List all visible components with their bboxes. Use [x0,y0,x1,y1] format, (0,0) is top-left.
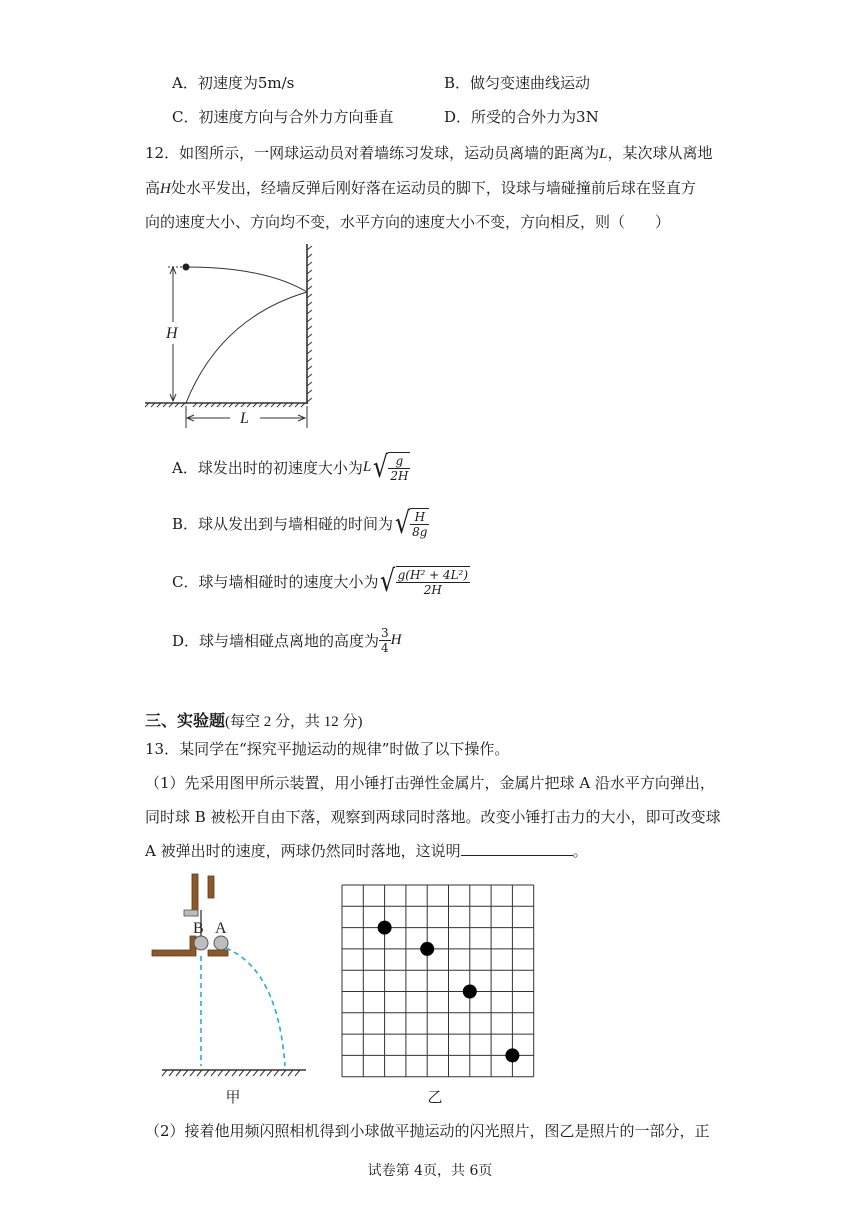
q12-option-a: A．球发出时的初速度大小为L√ $\frac{g}{2H}$ [172,449,409,485]
svg-text:A: A [215,920,227,937]
page-footer: 试卷第 4页，共 6页 [367,1163,493,1179]
q13-part1-line1: （1）先采用图甲所示装置，用小锤打击弹性金属片，金属片把球 A 沿水平方向弹出， [145,774,715,792]
figure-jia-apparatus [148,870,318,1110]
q13-part2-line1: （2）接着他用频闪照相机得到小球做平抛运动的闪光照片，图乙是照片的一部分，正 [145,1122,710,1140]
q13-stem-line1: 13．某同学在“探究平抛运动的规律”时做了以下操作。 [145,740,510,758]
section-heading: 三、实验题(每空 2 分，共 12 分) [145,711,363,730]
label-h: H [166,325,178,342]
q11-option-c: C．初速度方向与合外力方向垂直 [172,108,394,126]
q13-part1-line3: A 被弹出时的速度，两球仍然同时落地，这说明 。 [145,842,588,860]
q12-stem-line1: 12．如图所示，一网球运动员对着墙练习发球，运动员离墙的距离为L，某次球从离地 [145,144,713,162]
flash-point [378,921,392,935]
q12-stem-line2: 高H处水平发出，经墙反弹后刚好落在运动员的脚下，设球与墙碰撞前后球在竖直方 [145,179,696,197]
flash-point [463,985,477,999]
ground-hatch [145,403,308,407]
q12-stem-line3: 向的速度大小、方向均不变，水平方向的速度大小不变，方向相反，则（ ） [145,213,671,231]
flash-point [505,1048,519,1062]
q12-option-d: D．球与墙相碰点离地的高度为 $\frac{3}{4}$ H [172,626,402,655]
ball-start [183,264,190,271]
caption-jia: 甲 [225,1088,241,1106]
answer-blank[interactable] [461,841,573,856]
q11-option-b: B．做匀变速曲线运动 [444,74,591,92]
figure-yi-grid-photo [335,878,545,1110]
wall [307,244,312,404]
trajectory-before-wall [186,267,307,292]
q11-option-a: A．初速度为5m/s [172,74,295,92]
q11-option-d: D．所受的合外力为3N [444,108,599,126]
q12-option-b: B．球从发出到与墙相碰的时间为√ $\frac{H}{8g}$ [172,505,428,541]
caption-yi: 乙 [427,1088,443,1106]
svg-text:B: B [193,920,204,937]
flash-point [420,942,434,956]
q12-option-c: C．球与墙相碰时的速度大小为√ $\frac{\text{g(H² + 4L²)}}{2H}$ [172,563,469,599]
label-l: L [240,410,249,427]
q13-part1-line2: 同时球 B 被松开自由下落，观察到两球同时落地。改变小锤打击力的大小，即可改变球 [145,808,721,826]
trajectory-after-wall [186,292,307,403]
q12-tennis-wall-figure [140,238,320,430]
